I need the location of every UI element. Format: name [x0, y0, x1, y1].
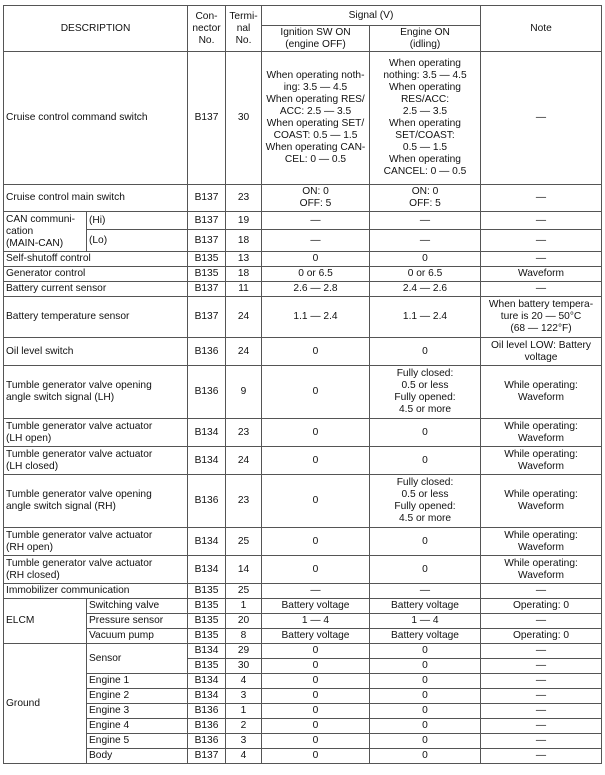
ign-on-cell: 2.6 — 2.8 — [262, 282, 370, 297]
row-subdescription: Sensor — [87, 644, 188, 674]
eng-on-cell: 0 — [370, 689, 481, 704]
ign-on-cell: 0 — [262, 475, 370, 528]
connector-cell: B137 — [188, 749, 226, 764]
ign-on-cell: 0 — [262, 338, 370, 366]
table-row — [4, 475, 602, 528]
eng-on-cell: 0 — [370, 252, 481, 267]
terminal-cell: 23 — [226, 185, 262, 212]
terminal-cell: 9 — [226, 366, 262, 419]
terminal-cell: 4 — [226, 749, 262, 764]
note-cell: — — [481, 185, 602, 212]
note-cell: — — [481, 584, 602, 599]
terminal-cell: 18 — [226, 267, 262, 282]
ign-on-cell: Battery voltage — [262, 629, 370, 644]
ign-on-cell: 0 — [262, 366, 370, 419]
note-cell: — — [481, 734, 602, 749]
table-row — [4, 528, 602, 556]
connector-cell: B137 — [188, 297, 226, 338]
note-cell: — — [481, 644, 602, 659]
row-description: Cruise control main switch — [4, 185, 188, 212]
note-cell: Waveform — [481, 267, 602, 282]
col-eng-on: Engine ON (idling) — [370, 26, 481, 52]
eng-on-cell: 0 — [370, 704, 481, 719]
note-cell: — — [481, 704, 602, 719]
note-cell: When battery tempera- ture is 20 — 50°C (68 — 122°F) — [481, 297, 602, 338]
terminal-cell: 4 — [226, 674, 262, 689]
connector-cell: B135 — [188, 599, 226, 614]
connector-cell: B136 — [188, 734, 226, 749]
terminal-cell: 23 — [226, 419, 262, 447]
note-cell: While operating: Waveform — [481, 447, 602, 475]
table-row — [4, 719, 602, 734]
row-description: Self-shutoff control — [4, 252, 188, 267]
table-row — [4, 419, 602, 447]
table-row — [4, 230, 602, 252]
connector-cell: B135 — [188, 584, 226, 599]
table-row — [4, 614, 602, 629]
col-connector: Con- nector No. — [188, 6, 226, 52]
eng-on-cell: 0 — [370, 528, 481, 556]
ign-on-cell: 1.1 — 2.4 — [262, 297, 370, 338]
note-cell: While operating: Waveform — [481, 556, 602, 584]
row-description: ELCM — [4, 599, 87, 644]
table-row — [4, 185, 602, 212]
terminal-spec-table — [3, 5, 602, 764]
table-row — [4, 674, 602, 689]
connector-cell: B136 — [188, 475, 226, 528]
row-description: Tumble generator valve opening angle switch signal (RH) — [4, 475, 188, 528]
terminal-cell: 1 — [226, 704, 262, 719]
note-cell: — — [481, 282, 602, 297]
eng-on-cell: Battery voltage — [370, 599, 481, 614]
row-subdescription: Engine 5 — [87, 734, 188, 749]
connector-cell: B137 — [188, 185, 226, 212]
ign-on-cell: 0 — [262, 689, 370, 704]
note-cell: Operating: 0 — [481, 599, 602, 614]
ign-on-cell: 0 — [262, 659, 370, 674]
connector-cell: B134 — [188, 689, 226, 704]
eng-on-cell: 2.4 — 2.6 — [370, 282, 481, 297]
eng-on-cell: 1 — 4 — [370, 614, 481, 629]
connector-cell: B136 — [188, 366, 226, 419]
table-row — [4, 267, 602, 282]
row-description: Oil level switch — [4, 338, 188, 366]
row-subdescription: Engine 3 — [87, 704, 188, 719]
note-cell: — — [481, 749, 602, 764]
row-description: Generator control — [4, 267, 188, 282]
spec-sheet — [3, 5, 601, 764]
connector-cell: B134 — [188, 556, 226, 584]
terminal-cell: 1 — [226, 599, 262, 614]
connector-cell: B134 — [188, 644, 226, 659]
connector-cell: B137 — [188, 282, 226, 297]
ign-on-cell: Battery voltage — [262, 599, 370, 614]
connector-cell: B134 — [188, 419, 226, 447]
ign-on-cell: 0 or 6.5 — [262, 267, 370, 282]
terminal-cell: 3 — [226, 689, 262, 704]
eng-on-cell: 0 — [370, 556, 481, 584]
ign-on-cell: 0 — [262, 734, 370, 749]
row-description: Ground — [4, 644, 87, 764]
ign-on-cell: 0 — [262, 644, 370, 659]
note-cell: While operating: Waveform — [481, 366, 602, 419]
note-cell: Oil level LOW: Battery voltage — [481, 338, 602, 366]
eng-on-cell: When operating nothing: 3.5 — 4.5 When operating RES/ACC: 2.5 — 3.5 When operating SET/COAST: 0.5 — 1.5 When operating CANCEL: 0 — 0.5 — [370, 52, 481, 185]
note-cell: While operating: Waveform — [481, 419, 602, 447]
table-row — [4, 52, 602, 185]
terminal-cell: 13 — [226, 252, 262, 267]
eng-on-cell: 0 — [370, 659, 481, 674]
note-cell: Operating: 0 — [481, 629, 602, 644]
table-row — [4, 366, 602, 419]
row-description: Tumble generator valve actuator (RH closed) — [4, 556, 188, 584]
table-row — [4, 749, 602, 764]
row-description: Tumble generator valve actuator (LH closed) — [4, 447, 188, 475]
terminal-cell: 8 — [226, 629, 262, 644]
connector-cell: B137 — [188, 212, 226, 230]
connector-cell: B134 — [188, 528, 226, 556]
eng-on-cell: Battery voltage — [370, 629, 481, 644]
eng-on-cell: 0 — [370, 674, 481, 689]
row-description: Battery current sensor — [4, 282, 188, 297]
table-row — [4, 282, 602, 297]
row-description: Tumble generator valve actuator (RH open) — [4, 528, 188, 556]
ign-on-cell: When operating noth- ing: 3.5 — 4.5 When operating RES/ ACC: 2.5 — 3.5 When operating SET/ COAST: 0.5 — 1.5 When operating CAN- CEL: 0 — 0.5 — [262, 52, 370, 185]
table-row — [4, 584, 602, 599]
connector-cell: B135 — [188, 629, 226, 644]
terminal-cell: 2 — [226, 719, 262, 734]
connector-cell: B136 — [188, 719, 226, 734]
row-subdescription: Vacuum pump — [87, 629, 188, 644]
table-row — [4, 212, 602, 230]
eng-on-cell: ON: 0 OFF: 5 — [370, 185, 481, 212]
row-subdescription: Pressure sensor — [87, 614, 188, 629]
eng-on-cell: 0 — [370, 447, 481, 475]
connector-cell: B134 — [188, 674, 226, 689]
eng-on-cell: 0 — [370, 749, 481, 764]
terminal-cell: 25 — [226, 584, 262, 599]
table-row — [4, 689, 602, 704]
table-row — [4, 556, 602, 584]
terminal-cell: 20 — [226, 614, 262, 629]
note-cell: — — [481, 659, 602, 674]
ign-on-cell: ON: 0 OFF: 5 — [262, 185, 370, 212]
terminal-cell: 25 — [226, 528, 262, 556]
row-description: CAN communi- cation (MAIN-CAN) — [4, 212, 87, 252]
row-subdescription: Body — [87, 749, 188, 764]
note-cell: — — [481, 230, 602, 252]
header-row — [4, 6, 602, 26]
col-signal: Signal (V) — [262, 6, 481, 26]
col-ign-on: Ignition SW ON (engine OFF) — [262, 26, 370, 52]
col-description: DESCRIPTION — [4, 6, 188, 52]
table-row — [4, 629, 602, 644]
terminal-cell: 24 — [226, 297, 262, 338]
table-row — [4, 644, 602, 659]
connector-cell: B137 — [188, 230, 226, 252]
eng-on-cell: — — [370, 212, 481, 230]
eng-on-cell: 0 — [370, 419, 481, 447]
connector-cell: B135 — [188, 252, 226, 267]
ign-on-cell: 1 — 4 — [262, 614, 370, 629]
row-description: Tumble generator valve actuator (LH open) — [4, 419, 188, 447]
row-description: Cruise control command switch — [4, 52, 188, 185]
connector-cell: B135 — [188, 267, 226, 282]
terminal-cell: 30 — [226, 659, 262, 674]
ign-on-cell: 0 — [262, 704, 370, 719]
ign-on-cell: 0 — [262, 719, 370, 734]
connector-cell: B136 — [188, 704, 226, 719]
connector-cell: B136 — [188, 338, 226, 366]
row-subdescription: Engine 1 — [87, 674, 188, 689]
eng-on-cell: 0 — [370, 734, 481, 749]
terminal-cell: 3 — [226, 734, 262, 749]
row-subdescription: (Lo) — [87, 230, 188, 252]
row-subdescription: (Hi) — [87, 212, 188, 230]
terminal-cell: 24 — [226, 447, 262, 475]
table-row — [4, 599, 602, 614]
eng-on-cell: 1.1 — 2.4 — [370, 297, 481, 338]
note-cell: — — [481, 614, 602, 629]
terminal-cell: 23 — [226, 475, 262, 528]
table-row — [4, 447, 602, 475]
ign-on-cell: 0 — [262, 419, 370, 447]
ign-on-cell: 0 — [262, 749, 370, 764]
connector-cell: B137 — [188, 52, 226, 185]
terminal-cell: 29 — [226, 644, 262, 659]
connector-cell: B134 — [188, 447, 226, 475]
eng-on-cell: Fully closed: 0.5 or less Fully opened: 4.5 or more — [370, 475, 481, 528]
col-note: Note — [481, 6, 602, 52]
eng-on-cell: 0 — [370, 644, 481, 659]
connector-cell: B135 — [188, 659, 226, 674]
note-cell: — — [481, 212, 602, 230]
row-subdescription: Engine 4 — [87, 719, 188, 734]
ign-on-cell: — — [262, 230, 370, 252]
row-subdescription: Engine 2 — [87, 689, 188, 704]
ign-on-cell: 0 — [262, 674, 370, 689]
ign-on-cell: 0 — [262, 447, 370, 475]
ign-on-cell: 0 — [262, 528, 370, 556]
row-subdescription: Switching valve — [87, 599, 188, 614]
eng-on-cell: 0 — [370, 338, 481, 366]
col-terminal: Termi- nal No. — [226, 6, 262, 52]
ign-on-cell: 0 — [262, 252, 370, 267]
connector-cell: B135 — [188, 614, 226, 629]
eng-on-cell: — — [370, 584, 481, 599]
note-cell: — — [481, 52, 602, 185]
note-cell: While operating: Waveform — [481, 528, 602, 556]
terminal-cell: 11 — [226, 282, 262, 297]
table-row — [4, 297, 602, 338]
ign-on-cell: — — [262, 212, 370, 230]
table-row — [4, 734, 602, 749]
note-cell: — — [481, 689, 602, 704]
table-row — [4, 338, 602, 366]
row-description: Battery temperature sensor — [4, 297, 188, 338]
table-row — [4, 704, 602, 719]
eng-on-cell: — — [370, 230, 481, 252]
note-cell: — — [481, 252, 602, 267]
row-description: Immobilizer communication — [4, 584, 188, 599]
note-cell: — — [481, 674, 602, 689]
terminal-cell: 14 — [226, 556, 262, 584]
terminal-cell: 18 — [226, 230, 262, 252]
eng-on-cell: 0 or 6.5 — [370, 267, 481, 282]
table-row — [4, 252, 602, 267]
eng-on-cell: Fully closed: 0.5 or less Fully opened: 4.5 or more — [370, 366, 481, 419]
row-description: Tumble generator valve opening angle switch signal (LH) — [4, 366, 188, 419]
ign-on-cell: 0 — [262, 556, 370, 584]
ign-on-cell: — — [262, 584, 370, 599]
note-cell: While operating: Waveform — [481, 475, 602, 528]
eng-on-cell: 0 — [370, 719, 481, 734]
terminal-cell: 30 — [226, 52, 262, 185]
terminal-cell: 24 — [226, 338, 262, 366]
note-cell: — — [481, 719, 602, 734]
terminal-cell: 19 — [226, 212, 262, 230]
